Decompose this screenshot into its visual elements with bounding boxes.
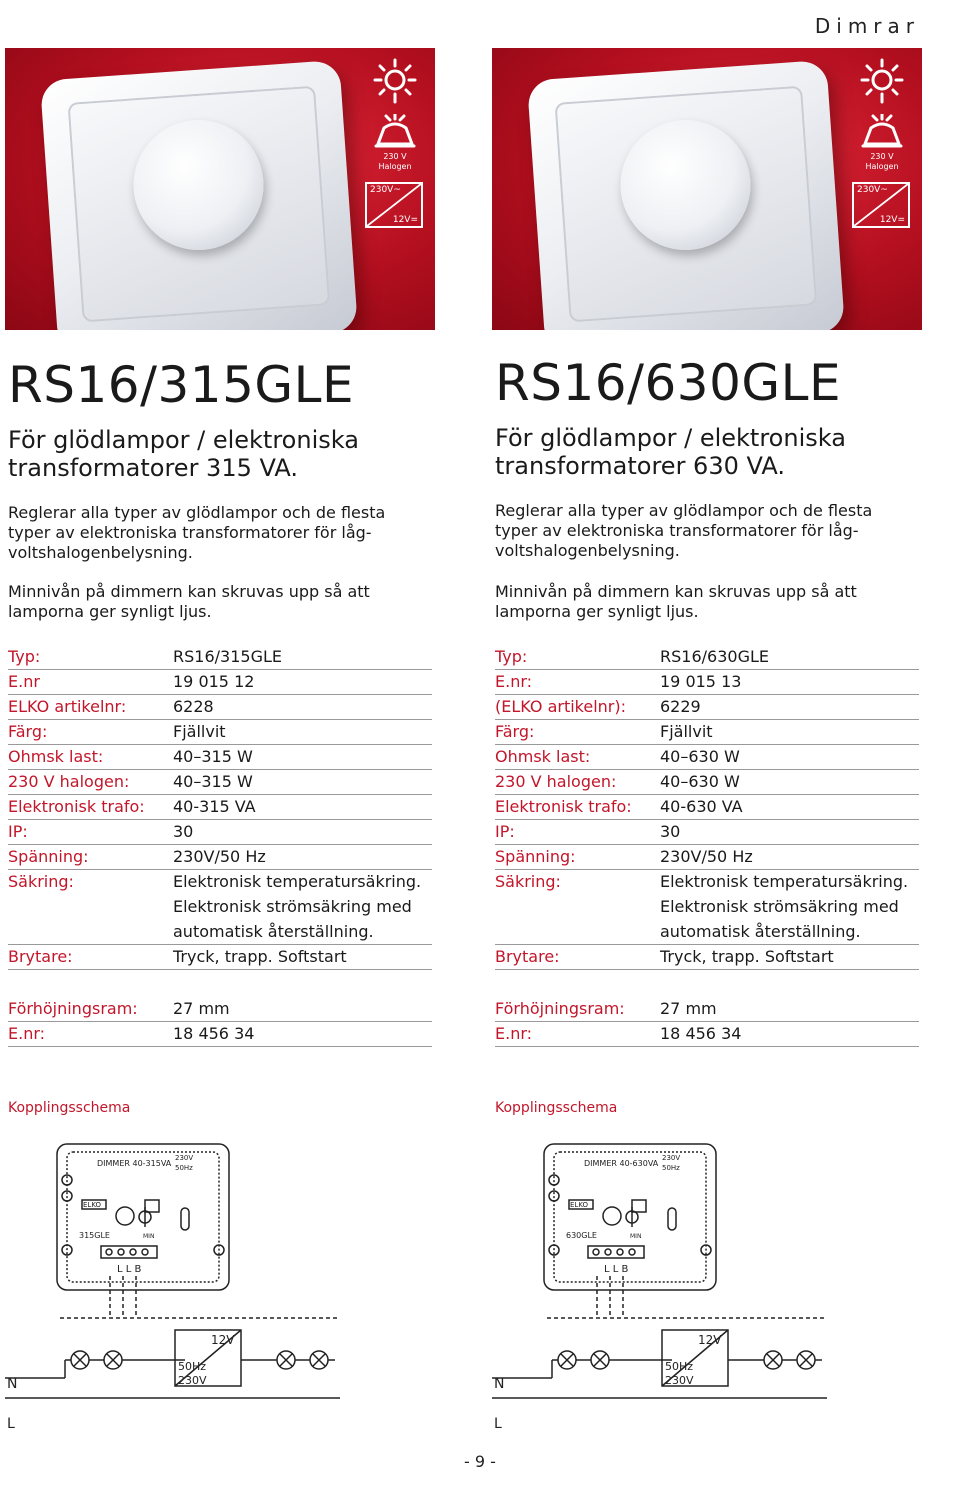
spec-row xyxy=(495,770,919,795)
spec-table xyxy=(8,645,432,970)
spec-row xyxy=(8,645,432,670)
page-header-section: Dimrar xyxy=(814,14,920,38)
spec-value: 40-630 VA xyxy=(660,797,743,816)
schema-trafo-bot-label: 230V xyxy=(178,1374,207,1387)
spec-label xyxy=(495,895,660,920)
spec-value: Elektronisk strömsäkring med xyxy=(660,897,899,916)
wiring-diagram-label: Kopplingsschema xyxy=(8,1100,131,1116)
spec-value: 6229 xyxy=(660,697,701,716)
bulb-icon xyxy=(372,58,418,104)
spec-row xyxy=(8,1022,432,1047)
spec-label: Färg: xyxy=(8,722,48,741)
spec-value: 30 xyxy=(660,822,681,841)
schema-freq-label-1: 230V xyxy=(662,1154,681,1162)
schema-elko-label: ELKO xyxy=(570,1201,589,1209)
spec-label: Förhöjningsram: xyxy=(495,999,625,1018)
load-type-badges xyxy=(365,58,425,228)
spec-value: Fjällvit xyxy=(660,722,713,741)
spec-row xyxy=(8,870,432,895)
schema-freq-label-2: 50Hz xyxy=(662,1164,680,1172)
spec-row xyxy=(495,745,919,770)
dimmer-plate-image xyxy=(40,60,358,330)
page-number: - 9 - xyxy=(464,1452,496,1471)
halogen-lamp-icon xyxy=(859,114,905,150)
spec-value: 19 015 12 xyxy=(173,672,255,691)
spec-row xyxy=(8,770,432,795)
spec-row xyxy=(8,670,432,695)
spec-value: 230V/50 Hz xyxy=(660,847,753,866)
potentiometer-icon xyxy=(603,1207,621,1225)
spec-label xyxy=(8,895,173,920)
spec-row xyxy=(495,895,919,920)
schema-min-label: MIN xyxy=(143,1233,155,1240)
spec-value: 40-315 VA xyxy=(173,797,256,816)
product-column-right xyxy=(492,0,922,1501)
spec-row xyxy=(8,945,432,970)
description-paragraph-2: Minnivån på dimmern kan skruvas upp så att lamporna ger synligt ljus. xyxy=(495,582,857,621)
spec-value: 30 xyxy=(173,822,194,841)
product-photo xyxy=(492,48,922,330)
spec-label: Ohmsk last: xyxy=(495,747,591,766)
spec-value: 27 mm xyxy=(173,999,230,1018)
spec-label: Färg: xyxy=(495,722,535,741)
spec-label: (ELKO artikelnr): xyxy=(495,697,626,716)
spec-row xyxy=(495,1022,919,1047)
spec-label: Elektronisk trafo: xyxy=(8,797,145,816)
spec-label xyxy=(495,920,660,944)
dimmer-knob-image xyxy=(616,116,755,255)
spec-label: IP: xyxy=(8,822,28,841)
dimmer-plate-image xyxy=(527,60,845,330)
spec-row xyxy=(8,845,432,870)
wiring-diagram xyxy=(5,1130,435,1440)
dimmer-knob-image xyxy=(129,116,268,255)
spec-label: E.nr: xyxy=(495,672,533,691)
schema-model-label: 630GLE xyxy=(566,1231,597,1240)
spec-row xyxy=(8,920,432,945)
schema-trafo-top-label: 12V xyxy=(211,1333,235,1347)
schema-freq-label-1: 230V xyxy=(175,1154,194,1162)
transformer-badge: 230V~ 12V= xyxy=(852,182,910,228)
model-subtitle: För glödlampor / elektroniska transformatorer 315 VA. xyxy=(8,426,359,482)
spec-value: 27 mm xyxy=(660,999,717,1018)
schema-min-label: MIN xyxy=(630,1233,642,1240)
spec-value: Fjällvit xyxy=(173,722,226,741)
transformer-badge: 230V~ 12V= xyxy=(365,182,423,228)
schema-model-label: 315GLE xyxy=(79,1231,110,1240)
spec-value: RS16/315GLE xyxy=(173,647,282,666)
spec-row xyxy=(8,695,432,720)
spec-table xyxy=(495,645,919,970)
spec-value: 6228 xyxy=(173,697,214,716)
spec-value: Elektronisk temperatursäkring. xyxy=(173,872,422,891)
schema-terminal-label: L L B xyxy=(604,1264,629,1275)
extra-spec-table xyxy=(495,997,919,1047)
wiring-diagram xyxy=(492,1130,922,1440)
schema-trafo-mid-label: 50Hz xyxy=(665,1360,694,1373)
description-paragraph-1: Reglerar alla typer av glödlampor och de flesta typer av elektroniska transformatorer för låg-voltshalogenbelysning. xyxy=(495,501,873,560)
spec-row xyxy=(8,820,432,845)
schema-n-label: N xyxy=(7,1376,18,1392)
spec-value: 18 456 34 xyxy=(660,1024,742,1043)
spec-label: IP: xyxy=(495,822,515,841)
spec-label: E.nr xyxy=(8,672,40,691)
spec-row xyxy=(495,795,919,820)
spec-label: ELKO artikelnr: xyxy=(8,697,127,716)
schema-trafo-top-label: 12V xyxy=(698,1333,722,1347)
spec-label: 230 V halogen: xyxy=(495,772,617,791)
spec-value: 19 015 13 xyxy=(660,672,742,691)
wiring-diagram-label: Kopplingsschema xyxy=(495,1100,618,1116)
spec-value: Elektronisk strömsäkring med xyxy=(173,897,412,916)
spec-label: Säkring: xyxy=(495,872,561,891)
spec-row xyxy=(495,870,919,895)
schema-elko-label: ELKO xyxy=(83,1201,102,1209)
spec-value: Tryck, trapp. Softstart xyxy=(173,947,347,966)
spec-label: Spänning: xyxy=(8,847,89,866)
spec-row xyxy=(495,920,919,945)
spec-row xyxy=(495,945,919,970)
schema-l-label: L xyxy=(494,1416,502,1432)
spec-row xyxy=(495,820,919,845)
halogen-badge-label: 230 V Halogen xyxy=(378,152,412,171)
schema-device-label: DIMMER 40-630VA xyxy=(584,1159,659,1168)
spec-label: Brytare: xyxy=(8,947,73,966)
spec-value: 40–315 W xyxy=(173,747,253,766)
spec-row xyxy=(495,695,919,720)
schema-trafo-mid-label: 50Hz xyxy=(178,1360,207,1373)
spec-row xyxy=(8,745,432,770)
spec-label: Typ: xyxy=(495,647,528,666)
spec-label xyxy=(8,920,173,944)
spec-row xyxy=(495,645,919,670)
spec-label: Spänning: xyxy=(495,847,576,866)
schema-n-label: N xyxy=(494,1376,505,1392)
spec-row xyxy=(495,720,919,745)
spec-value: Tryck, trapp. Softstart xyxy=(660,947,834,966)
spec-row xyxy=(495,670,919,695)
spec-row xyxy=(8,997,432,1022)
description-paragraph-1: Reglerar alla typer av glödlampor och de flesta typer av elektroniska transformatorer för låg-voltshalogenbelysning. xyxy=(8,503,386,562)
spec-value: automatisk återställning. xyxy=(173,922,374,941)
spec-row xyxy=(8,720,432,745)
spec-value: RS16/630GLE xyxy=(660,647,769,666)
spec-row xyxy=(8,795,432,820)
spec-value: 40–630 W xyxy=(660,772,740,791)
spec-label: Ohmsk last: xyxy=(8,747,104,766)
spec-label: Elektronisk trafo: xyxy=(495,797,632,816)
model-title: RS16/630GLE xyxy=(495,354,842,412)
potentiometer-icon xyxy=(116,1207,134,1225)
spec-value: 18 456 34 xyxy=(173,1024,255,1043)
spec-row xyxy=(8,895,432,920)
description-paragraph-2: Minnivån på dimmern kan skruvas upp så att lamporna ger synligt ljus. xyxy=(8,582,370,621)
model-title: RS16/315GLE xyxy=(8,356,355,414)
spec-label: Säkring: xyxy=(8,872,74,891)
bulb-icon xyxy=(859,58,905,104)
load-type-badges xyxy=(852,58,912,228)
schema-freq-label-2: 50Hz xyxy=(175,1164,193,1172)
spec-label: Förhöjningsram: xyxy=(8,999,138,1018)
extra-spec-table xyxy=(8,997,432,1047)
schema-device-label: DIMMER 40-315VA xyxy=(97,1159,172,1168)
spec-label: 230 V halogen: xyxy=(8,772,130,791)
spec-label: E.nr: xyxy=(8,1024,46,1043)
schema-trafo-bot-label: 230V xyxy=(665,1374,694,1387)
schema-l-label: L xyxy=(7,1416,15,1432)
schema-terminal-label: L L B xyxy=(117,1264,142,1275)
spec-row xyxy=(495,845,919,870)
product-column-left xyxy=(5,0,435,1501)
spec-value: 40–315 W xyxy=(173,772,253,791)
spec-value: Elektronisk temperatursäkring. xyxy=(660,872,909,891)
spec-row xyxy=(495,997,919,1022)
spec-label: E.nr: xyxy=(495,1024,533,1043)
product-photo xyxy=(5,48,435,330)
model-subtitle: För glödlampor / elektroniska transformatorer 630 VA. xyxy=(495,424,846,480)
spec-value: 40–630 W xyxy=(660,747,740,766)
spec-value: 230V/50 Hz xyxy=(173,847,266,866)
halogen-badge-label: 230 V Halogen xyxy=(865,152,899,171)
spec-label: Brytare: xyxy=(495,947,560,966)
halogen-lamp-icon xyxy=(372,114,418,150)
spec-value: automatisk återställning. xyxy=(660,922,861,941)
spec-label: Typ: xyxy=(8,647,41,666)
